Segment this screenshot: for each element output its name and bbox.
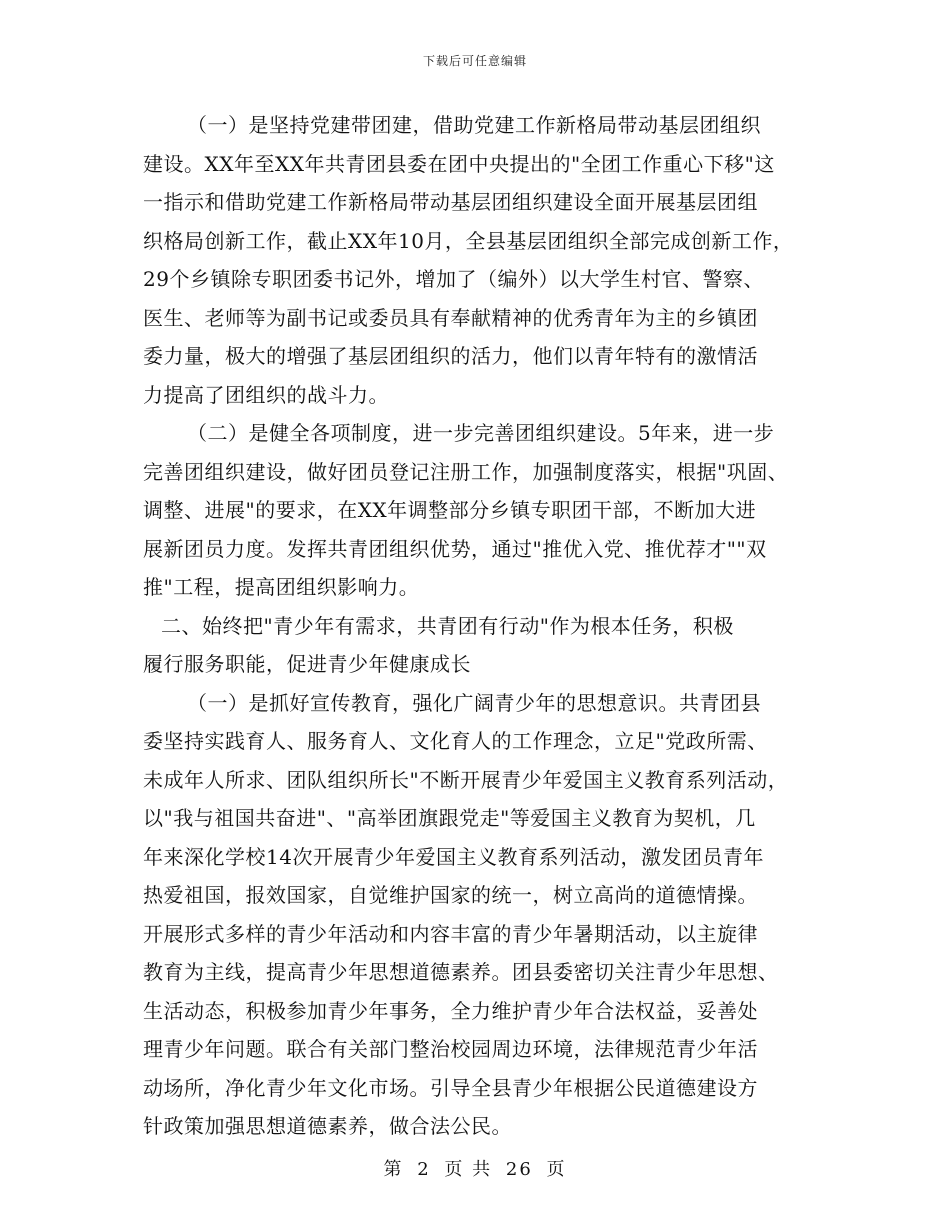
paragraph-line: 教育为主线，提高青少年思想道德素养。团县委密切关注青少年思想、 [143,960,779,984]
paragraph-line: 动场所，净化青少年文化市场。引导全县青少年根据公民道德建设方 [143,1075,758,1100]
page-number: 2 [417,1159,431,1180]
document-body [143,106,833,1146]
paragraph-line: （一）是坚持党建带团建，借助党建工作新格局带动基层团组织 [187,113,761,137]
paragraph-line: 医生、老师等为副书记或委员具有奉献精神的优秀青年为主的乡镇团 [143,305,758,330]
paragraph-line: 调整、进展"的要求，在XX年调整部分乡镇专职团干部，不断加大进 [143,498,757,522]
paragraph-line: 力提高了团组织的战斗力。 [143,382,389,407]
paragraph-line: 生活动态，积极参加青少年事务，全力维护青少年合法权益，妥善处 [143,998,758,1023]
footer-prefix: 第 [383,1159,404,1180]
paragraph-line: 委力量，极大的增强了基层团组织的活力，他们以青年特有的激情活 [143,344,758,368]
total-pages: 26 [505,1159,533,1180]
footer-suffix: 页 [546,1159,567,1180]
page-header: 下载后可任意编辑 [422,54,527,68]
paragraph-line: 未成年人所求、团队组织所长"不断开展青少年爱国主义教育系列活动， [143,767,789,792]
paragraph-line: 建设。XX年至XX年共青团县委在团中央提出的"全团工作重心下移"这 [143,151,775,176]
paragraph-line: 针政策加强思想道德素养，做合法公民。 [143,1114,512,1138]
section-heading-line: 履行服务职能，促进青少年健康成长 [143,652,471,676]
paragraph-line: （二）是健全各项制度，进一步完善团组织建设。5年来，进一步 [187,421,775,445]
section-heading-line: 二、始终把"青少年有需求，共青团有行动"作为根本任务，积极 [161,613,734,638]
paragraph-line: 以"我与祖国共奋进"、"高举团旗跟党走"等爱国主义教育为契机，几 [143,806,756,830]
page-footer [0,1155,950,1181]
paragraph-line: 29个乡镇除专职团委书记外，增加了（编外）以大学生村官、警察、 [143,267,764,291]
paragraph-line: 开展形式多样的青少年活动和内容丰富的青少年暑期活动，以主旋律 [143,921,758,946]
paragraph-line: （一）是抓好宣传教育，强化广阔青少年的思想意识。共青团县 [187,690,761,715]
paragraph-line: 完善团组织建设，做好团员登记注册工作，加强制度落实，根据"巩固、 [143,459,789,484]
paragraph-line: 热爱祖国，报效国家，自觉维护国家的统一，树立高尚的道德情操。 [143,883,758,907]
paragraph-line: 委坚持实践育人、服务育人、文化育人的工作理念，立足"党政所需、 [143,729,768,753]
paragraph-line: 一指示和借助党建工作新格局带动基层团组织建设全面开展基层团组 [143,190,758,214]
paragraph-line: 推"工程，提高团组织影响力。 [143,575,420,599]
paragraph-line: 年来深化学校14次开展青少年爱国主义教育系列活动，激发团员青年 [143,844,764,869]
paragraph-line: 理青少年问题。联合有关部门整治校园周边环境，法律规范青少年活 [143,1037,758,1061]
paragraph-line: 织格局创新工作，截止XX年10月，全县基层团组织全部完成创新工作， [143,228,794,253]
footer-middle: 页 共 [444,1159,493,1180]
paragraph-line: 展新团员力度。发挥共青团组织优势，通过"推优入党、推优荐才""双 [143,536,767,561]
